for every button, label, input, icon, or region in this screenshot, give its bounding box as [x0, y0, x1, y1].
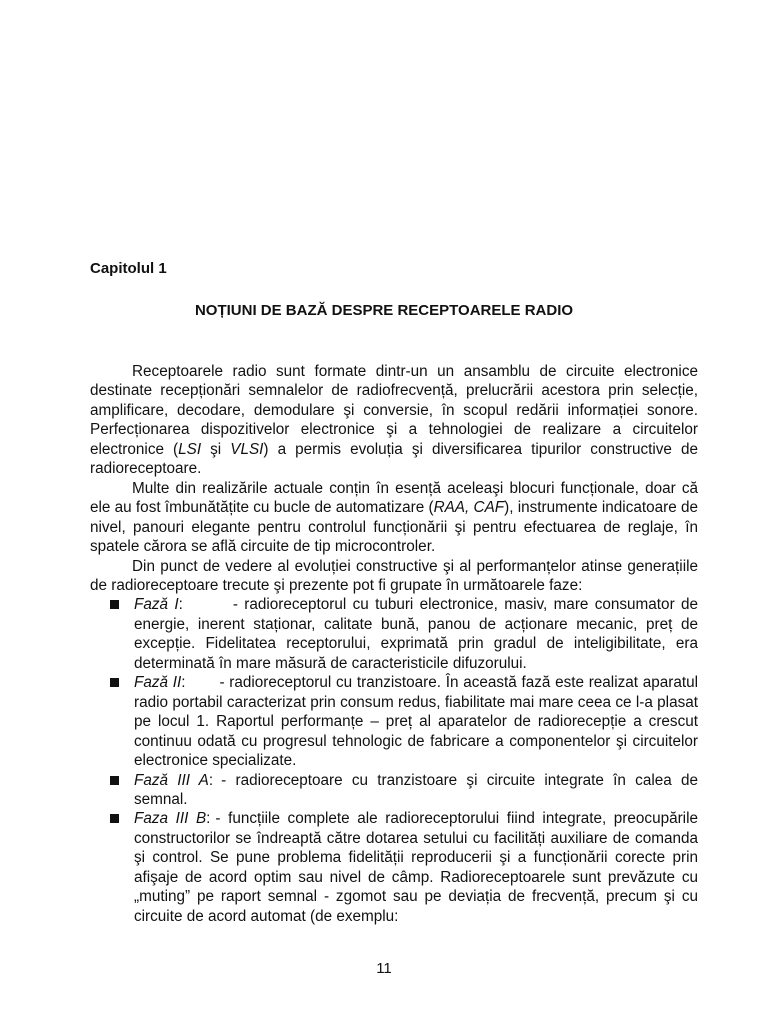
list-item — [90, 771, 698, 810]
phase-separator: : — [208, 771, 214, 789]
phase-name: Fază II — [134, 674, 182, 692]
paragraph-intro-conjunction: şi — [201, 440, 231, 458]
phase-text: - radioreceptorul cu tuburi electronice, masiv, mare consumator de energie, inerent staționar, calitate bună, panou de acționare mecanic, preț de excepție. Fidelitatea receptorului, exprimată prin gradul de inteligibilitate, era determinată în mare măsură de caracteristicile difuzorului. — [134, 596, 698, 672]
vlsi-term: VLSI — [230, 440, 264, 458]
phase-name: Faza III B — [134, 810, 207, 828]
paragraph-automation-text-1: Multe din realizările actuale conțin în esență aceleaşi blocuri funcționale, doar că ele au fost îmbunătățite cu bucle de automatizare ( — [90, 479, 698, 517]
phase-name: Fază III A — [134, 771, 209, 789]
chapter-title: NOȚIUNI DE BAZĂ DESPRE RECEPTOARELE RADIO — [194, 302, 574, 319]
phase-text: - funcțiile complete ale radioreceptorului fiind integrate, preocupările constructorilor se îndreaptă către dotarea setului cu facilități auxiliare de comanda şi control. Se pune problema fidelității reproducerii şi a funcționării corecte prin afişaje de acord optim sau nivel de câmp. Radioreceptoarele sunt prevăzute cu „muting” pe raport semnal - zgomot sau pe deviația de frecvență, precum şi cu circuite de acord automat (de exemplu: — [134, 810, 698, 925]
raa-caf-term: RAA, CAF — [433, 499, 505, 517]
chapter-body — [90, 362, 698, 926]
paragraph-evolution: Din punct de vedere al evoluției constructive şi al performanțelor atinse generațiile de radioreceptoare trecute şi prezente pot fi grupate în următoarele faze: — [90, 557, 698, 594]
square-bullet-icon — [110, 814, 119, 823]
phase-name: Fază I — [134, 596, 179, 614]
phase-separator: : — [181, 674, 186, 692]
phase-list — [90, 595, 698, 926]
square-bullet-icon — [110, 678, 119, 687]
paragraph-automation-text-2: ), instrumente indicatoare de nivel, panouri elegante pentru controlul funcționării şi pentru efectuarea de reglaje, în spatele cărora se află circuite de tip microcontroler. — [90, 499, 698, 556]
phase-text: - radioreceptorul cu tranzistoare. În această fază este realizat aparatul radio portabil caracterizat prin consum redus, fiabilitate mai mare ceea ce l-a plasat pe locul 1. Raportul performanțe – preț al aparatelor de radiorecepție a crescut continuu odată cu progresul tehnologic de fabricare a componentelor şi circuitelor electronice specializate. — [134, 674, 698, 770]
lsi-term: LSI — [178, 440, 202, 458]
list-item — [90, 595, 698, 673]
phase-separator: : — [206, 810, 211, 828]
phase-text: - radioreceptoare cu tranzistoare şi circuite integrate în calea de semnal. — [134, 771, 698, 808]
page-number: 11 — [376, 960, 392, 977]
list-item — [90, 673, 698, 770]
paragraph-automation — [90, 479, 698, 557]
square-bullet-icon — [110, 776, 119, 785]
paragraph-intro-text-1: Receptoarele radio sunt formate dintr-un un ansamblu de circuite electronice destinate recepționări semnalelor de radiofrecvență, prelucrării acestora prin selecție, amplificare, decodare, demodulare şi conversie, în scopul redării informației sonore. Perfecționarea dispozitivelor electronice şi a tehnologiei de realizare a circuitelor electronice ( — [90, 363, 698, 458]
list-item — [90, 809, 698, 926]
square-bullet-icon — [110, 600, 119, 609]
paragraph-intro-text-2: ) a permis evoluția şi diversificarea tipurilor constructive de radioreceptoare. — [90, 440, 698, 478]
paragraph-intro — [90, 362, 698, 479]
phase-separator: : — [178, 596, 183, 614]
chapter-label: Capitolul 1 — [90, 260, 167, 277]
